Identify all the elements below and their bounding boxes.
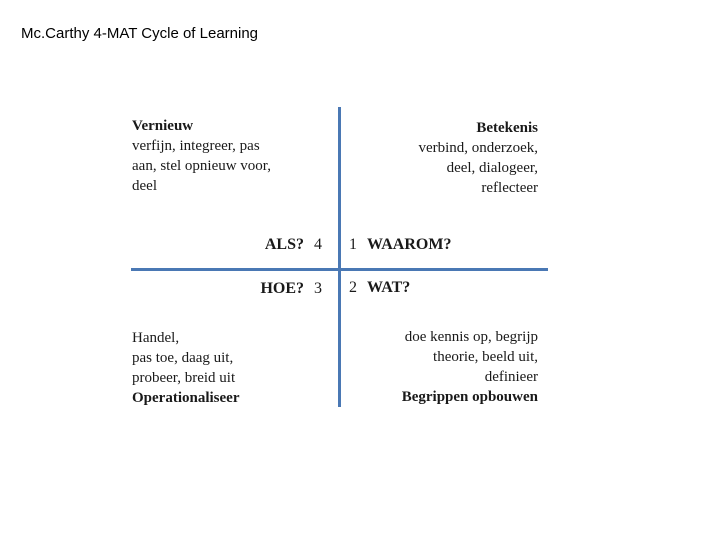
step-number: 4 xyxy=(314,236,322,253)
step-number: 2 xyxy=(349,279,357,296)
quadrant-line: verfijn, integreer, pas xyxy=(132,138,260,154)
label-1-waarom xyxy=(349,236,451,254)
question-label: HOE? xyxy=(260,280,304,297)
label-hoe-3 xyxy=(260,280,322,298)
quadrant-line: theorie, beeld uit, xyxy=(433,349,538,365)
quadrant-line: reflecteer xyxy=(481,180,538,196)
question-label: WAAROM? xyxy=(367,236,452,253)
quadrant-line: verbind, onderzoek, xyxy=(418,140,538,156)
step-number: 3 xyxy=(314,280,322,297)
quadrant-line: deel xyxy=(132,178,157,194)
page-title: Mc.Carthy 4-MAT Cycle of Learning xyxy=(21,25,259,42)
quadrant-top-right xyxy=(418,118,538,198)
quadrant-line: definieer xyxy=(484,369,538,385)
quadrant-line: aan, stel opnieuw voor, xyxy=(132,158,271,174)
quadrant-line: doe kennis op, begrijp xyxy=(404,329,538,345)
quadrant-footer: Operationaliseer xyxy=(132,390,240,406)
quadrant-bottom-left xyxy=(132,328,239,408)
quadrant-heading: Betekenis xyxy=(476,120,538,136)
question-label: ALS? xyxy=(264,236,304,253)
quadrant-footer: Begrippen opbouwen xyxy=(401,389,538,405)
label-2-wat xyxy=(349,279,410,297)
quadrant-heading: Vernieuw xyxy=(132,118,194,134)
quadrant-line: deel, dialogeer, xyxy=(446,160,538,176)
quadrant-line: pas toe, daag uit, xyxy=(132,350,234,366)
question-label: WAT? xyxy=(367,279,411,296)
horizontal-axis xyxy=(131,268,548,271)
step-number: 1 xyxy=(349,236,357,253)
vertical-axis xyxy=(338,107,341,407)
quadrant-line: probeer, breid uit xyxy=(132,370,236,386)
quadrant-top-left xyxy=(132,116,271,196)
quadrant-line: Handel, xyxy=(132,330,180,346)
quadrant-bottom-right xyxy=(402,327,538,407)
label-als-4 xyxy=(265,236,322,254)
